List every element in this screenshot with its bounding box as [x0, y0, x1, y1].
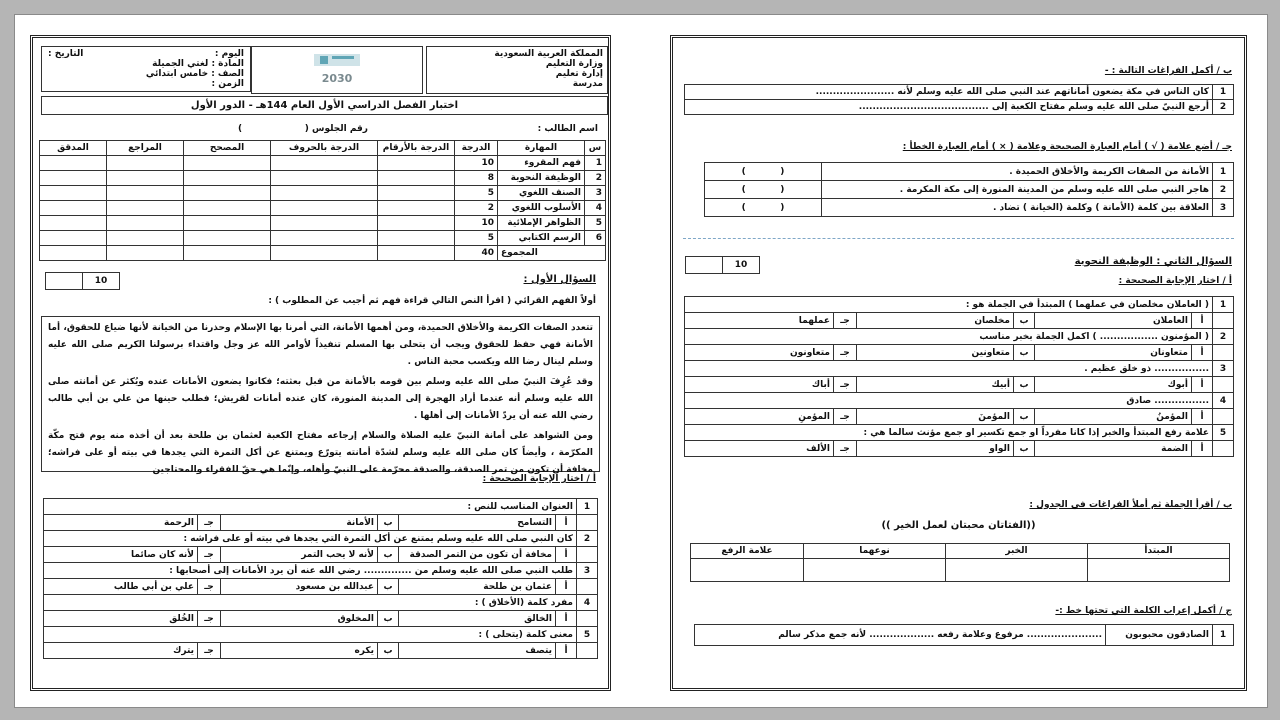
col-header: المهارة — [498, 141, 585, 156]
option-c[interactable]: الخُلق — [44, 611, 198, 627]
date-label: التاريخ : — [48, 49, 84, 59]
option-c[interactable]: علي بن أبي طالب — [44, 579, 198, 595]
exam-page-2 — [670, 35, 1247, 691]
option-b[interactable]: لأنه لا يحب التمر — [221, 547, 378, 563]
table-row: 3 العلاقة بين كلمة (الأمانة ) وكلمة (الخيانة ) تضاد . ( ) — [705, 199, 1234, 217]
question-row: 1 ( العاملان مخلصان في عملهما ) المبتدأ في الجملة هو : — [685, 297, 1234, 313]
grade-label: الصف : — [211, 69, 244, 79]
option-a[interactable]: أبوك — [1035, 377, 1192, 393]
options-row: أ أبوك ب أبيك جـ أباك — [685, 377, 1234, 393]
seat-number-label: رقم الجلوس ( ) — [238, 124, 368, 134]
question-row: 4 ................ صادق — [685, 393, 1234, 409]
col-header: المصحح — [184, 141, 271, 156]
options-row: أ الضمة ب الواو جـ الألف — [685, 441, 1234, 457]
header-info-box — [41, 46, 251, 92]
option-b[interactable]: عبدالله بن مسعود — [221, 579, 378, 595]
option-b[interactable]: متعاونين — [857, 345, 1014, 361]
header-line: المملكة العربية السعودية — [494, 49, 603, 59]
fill-statement[interactable]: كان الناس في مكة يضعون أماناتهم عند النبي صلى الله عليه وسلم لأنه ....................... — [685, 85, 1213, 100]
options-row: أ التسامح ب الأمانة جـ الرحمة — [44, 515, 598, 531]
col-header: المبتدأ — [1088, 544, 1230, 559]
total-row — [40, 246, 606, 261]
option-a[interactable]: المؤمنُ — [1035, 409, 1192, 425]
option-b[interactable]: الواو — [857, 441, 1014, 457]
col-header: الدرجة بالحروف — [271, 141, 378, 156]
header-line: مدرسة — [572, 79, 603, 89]
answer-cell[interactable] — [1088, 559, 1230, 582]
student-name-label: اسم الطالب : — [537, 124, 598, 134]
header-line: إدارة تعليم — [555, 69, 603, 79]
option-c[interactable]: متعاونون — [685, 345, 834, 361]
tf-title: جـ / أضع علامة ( √ ) أمام العبارة الصحيحة وعلامة ( × ) أمام العبارة الخطأ : — [902, 142, 1232, 152]
parse-header-row — [691, 544, 1230, 559]
option-a[interactable]: عثمان بن طلحة — [399, 579, 556, 595]
options-row: أ المؤمنُ ب المؤمنَ جـ المؤمنِ — [685, 409, 1234, 425]
question-row: 3 طلب النبي صلى الله عليه وسلم من .............. رضي الله عنه أن يرد الأمانات إلى أصحابها : — [44, 563, 598, 579]
option-b[interactable]: المؤمنَ — [857, 409, 1014, 425]
option-c[interactable]: الألف — [685, 441, 834, 457]
option-a[interactable]: العاملان — [1035, 313, 1192, 329]
question-row: 1 العنوان المناسب للنص : — [44, 499, 598, 515]
col-header: الخبر — [946, 544, 1088, 559]
read-title: ب / أقرأ الجملة ثم أملأ الفراغات في الجدول : — [1029, 500, 1232, 510]
answer-row — [691, 559, 1230, 582]
table-row: 1 كان الناس في مكة يضعون أماناتهم عند النبي صلى الله عليه وسلم لأنه ....................... — [685, 85, 1234, 100]
exam-title: اختبار الفصل الدراسي الأول العام 144هـ - الدور الأول — [41, 96, 608, 115]
question-row: 3 ................ ذو خلق عظيم . — [685, 361, 1234, 377]
option-a[interactable]: مخافة أن تكون من التمر الصدقة — [399, 547, 556, 563]
options-row: أ العاملان ب مخلصان جـ عملهما — [685, 313, 1234, 329]
parse-sentence: ((الفتاتان محبتان لعمل الخير )) — [881, 520, 1036, 531]
option-a[interactable]: يتصف — [399, 643, 556, 659]
col-header: الدرجة — [455, 141, 498, 156]
irab-table — [694, 624, 1234, 646]
table-row: 2 هاجر النبي صلى الله عليه وسلم من المدينة المنورة إلى مكة المكرمة . ( ) — [705, 181, 1234, 199]
answer-cell[interactable] — [946, 559, 1088, 582]
col-header: الدرجة بالأرقام — [378, 141, 455, 156]
parse-table — [690, 543, 1230, 582]
q1-score: 10 — [82, 273, 119, 289]
logo-text: 2030 — [321, 72, 353, 85]
q2-score-box — [685, 256, 760, 274]
question-row: 2 ( المؤمنون ................. ) اكمل الجملة بخبر مناسب — [685, 329, 1234, 345]
subject-label: المادة : — [211, 59, 244, 69]
irab-answer[interactable]: ...................... مرفوع وعلامة رفعه ................... لأنه جمع مذكر سالم — [695, 625, 1106, 646]
option-c[interactable]: يترك — [44, 643, 198, 659]
passage-paragraph: تتعدد الصفات الكريمة والأخلاق الحميدة، ومن أهمها الأمانة، التي أمرنا بها الإسلام وحذرنا من الخيانة لأنها ضياع للحقوق، أما الأمانة فهي حفظ للحقوق ويجب أن يتحلى بها المسلم تنفيذاً لأوامر الله عز وجل واقتداء برسولنا الكريم صلى الله عليه وسلم لينال رضا الله ويكسب محبة الناس . — [48, 323, 593, 367]
options-row: أ يتصف ب يكره جـ يترك — [44, 643, 598, 659]
option-b[interactable]: الأمانة — [221, 515, 378, 531]
option-b[interactable]: مخلصان — [857, 313, 1014, 329]
passage-paragraph: وقد عُرِفَ النبيّ صلى الله عليه وسلم بين قومه بالأمانة من قبل بعثته؛ فكانوا يضعون الأمانات عنده ويُكثر عن أمانته صلى الله عليه وسلم أنه عندما أراد الهجرة إلى المدينة المنورة، كان عنده أمانات لقريش؛ فطلب حينها من علي بن أبي طالب رضي الله عنه أن يردّ الأمانات إلى أهلها . — [48, 377, 593, 421]
question-row: 4 مفرد كلمة (الأخلاق ) : — [44, 595, 598, 611]
option-c[interactable]: لأنه كان صائما — [44, 547, 198, 563]
tf-table — [704, 162, 1234, 217]
question-row: 2 كان النبي صلى الله عليه وسلم يمتنع عن أكل التمرة التي يجدها في بيته أو على فراشه : — [44, 531, 598, 547]
section-divider — [683, 238, 1234, 239]
grades-header-row — [40, 141, 606, 156]
irab-title: ج / أكمل إعراب الكلمة التي تحتها خط :- — [1055, 606, 1232, 616]
col-header: نوعهما — [804, 544, 946, 559]
option-a[interactable]: الضمة — [1035, 441, 1192, 457]
options-row: أ متعاونان ب متعاونين جـ متعاونون — [685, 345, 1234, 361]
mcq-title: أ / اختار الإجابة الصحيحة : — [482, 474, 596, 484]
table-row: 1 الصادقون محبوبون ...................... مرفوع وعلامة رفعه ................... لأنه جمع مذكر سالم — [695, 625, 1234, 646]
total-value: 40 — [455, 246, 498, 261]
table-row: 2 الوظيفة النحوية 8 — [40, 171, 606, 186]
answer-cell[interactable] — [804, 559, 946, 582]
reading-passage — [41, 316, 600, 475]
q1-title: السؤال الأول : — [523, 274, 596, 285]
options-row: أ الخالق ب المخلوق جـ الخُلق — [44, 611, 598, 627]
header-line: وزارة التعليم — [545, 59, 603, 69]
fill-title: ب / أكمل الفراغات التالية : - — [1104, 66, 1232, 76]
total-label: المجموع — [498, 246, 606, 261]
option-b[interactable]: المخلوق — [221, 611, 378, 627]
table-row: 1 فهم المقروء 10 — [40, 156, 606, 171]
question-row: 5 معنى كلمة (يتحلى ) : — [44, 627, 598, 643]
mcq-table — [43, 498, 598, 659]
grades-table — [39, 140, 606, 261]
grade-value: خامس ابتدائي — [145, 69, 209, 79]
underlined-word: الصادقون محبوبون — [1106, 625, 1213, 646]
question-row: 5 علامة رفع المبتدأ والخبر إذا كانا مفرداً او جمع تكسير او جمع مؤنث سالما هي : — [685, 425, 1234, 441]
fill-statement[interactable]: أرجع النبيّ صلى الله عليه وسلم مفتاح الكعبة إلى ...................................... — [685, 100, 1213, 115]
q2-sub-title: أ / اختار الإجابة الصحيحة : — [1118, 276, 1232, 286]
table-row: 5 الظواهر الإملائية 10 — [40, 216, 606, 231]
option-b[interactable]: أبيك — [857, 377, 1014, 393]
col-header: علامة الرفع — [691, 544, 804, 559]
table-row: 4 الأسلوب اللغوي 2 — [40, 201, 606, 216]
col-header: المراجع — [107, 141, 184, 156]
q2-title: السؤال الثاني : الوظيفة النحوية — [1074, 256, 1232, 267]
table-row: 6 الرسم الكتابي 5 — [40, 231, 606, 246]
q1-score-box — [45, 272, 120, 290]
q1-instruction: أولاً الفهم القرائي ( اقرأ النص التالي قراءة فهم ثم أجيب عن المطلوب ) : — [268, 296, 596, 306]
option-c[interactable]: الرحمة — [44, 515, 198, 531]
time-label: الزمن : — [211, 79, 244, 89]
options-row: أ عثمان بن طلحة ب عبدالله بن مسعود جـ علي بن أبي طالب — [44, 579, 598, 595]
table-row: 3 الصنف اللغوي 5 — [40, 186, 606, 201]
option-b[interactable]: يكره — [221, 643, 378, 659]
logo-box — [251, 46, 423, 94]
answer-parentheses[interactable]: ( ) — [705, 199, 822, 217]
option-a[interactable]: الخالق — [399, 611, 556, 627]
q2-score: 10 — [722, 257, 759, 273]
header-school-box — [426, 46, 608, 94]
fill-table — [684, 84, 1234, 115]
options-row: أ مخافة أن تكون من التمر الصدقة ب لأنه لا يحب التمر جـ لأنه كان صائما — [44, 547, 598, 563]
subject-value: لغتي الجميلة — [152, 59, 209, 69]
exam-page-1 — [30, 35, 611, 691]
option-a[interactable]: متعاونان — [1035, 345, 1192, 361]
col-header: س — [585, 141, 606, 156]
day-label: اليوم : — [214, 49, 244, 59]
col-header: المدقق — [40, 141, 107, 156]
vision-2030-logo-icon — [306, 50, 368, 90]
option-c[interactable]: المؤمنِ — [685, 409, 834, 425]
answer-cell[interactable] — [691, 559, 804, 582]
table-row: 2 أرجع النبيّ صلى الله عليه وسلم مفتاح الكعبة إلى ...................................... — [685, 100, 1234, 115]
grammar-table — [684, 296, 1234, 457]
option-c[interactable]: أباك — [685, 377, 834, 393]
option-c[interactable]: عملهما — [685, 313, 834, 329]
option-a[interactable]: التسامح — [399, 515, 556, 531]
answer-parentheses[interactable]: ( ) — [705, 163, 822, 181]
answer-parentheses[interactable]: ( ) — [705, 181, 822, 199]
table-row: 1 الأمانة من الصفات الكريمة والأخلاق الحميدة . ( ) — [705, 163, 1234, 181]
passage-paragraph: ومن الشواهد على أمانة النبيّ عليه الصلاة والسلام إرجاعه مفتاح الكعبة لعثمان بن طلحة بعد أن أخذه منه يوم فتح مكّة المكرّمة ، وأيضاً كان صلى الله عليه وسلم لشدّة أمانته يتورّع ويمتنع عن أكل التمرة التي يجدها في بيته أو على فراشه؛ مخافة أن تكون من تمر الصدقة، والصدقة محرّمة على النبيّ وأهله، وإنّما هي حقّ للفقراء والمحتاجين — [48, 431, 593, 475]
